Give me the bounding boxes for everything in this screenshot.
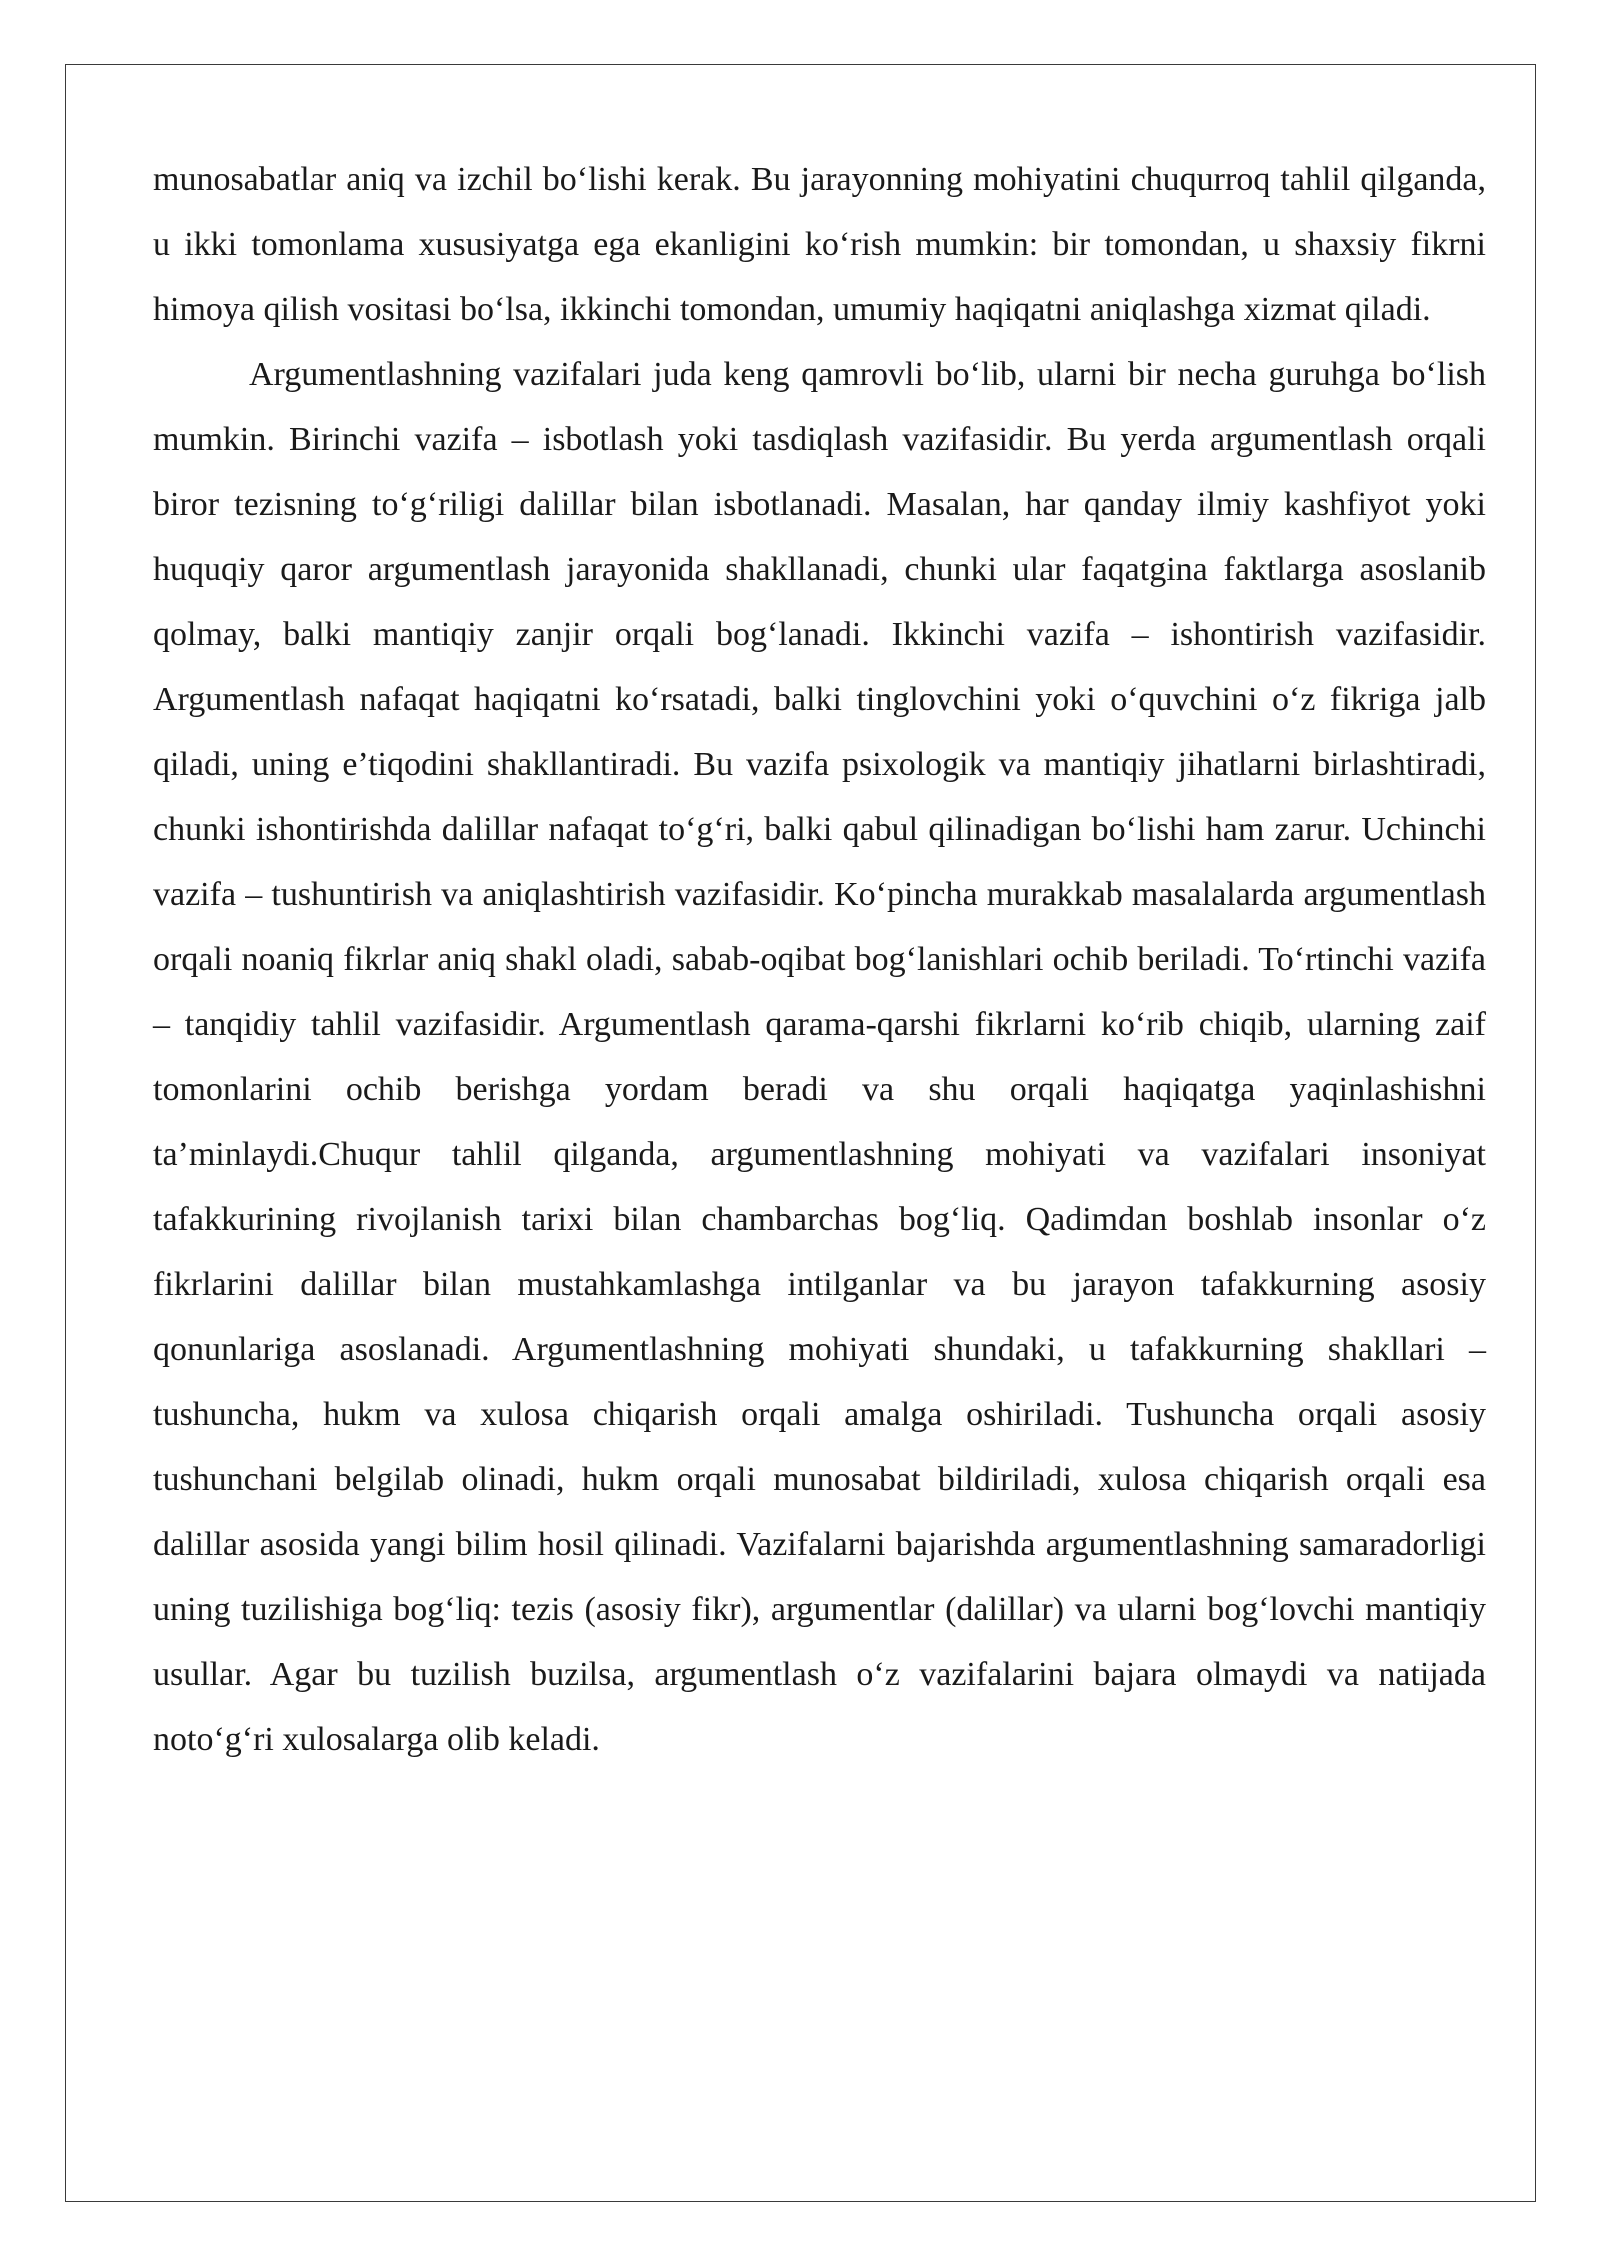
paragraph-argumentation-functions: Argumentlashning vazifalari juda keng qamrovli bo‘lib, ularni bir necha guruhga bo‘lish mumkin. Birinchi vazifa – isbotlash yoki tasdiqlash vazifasidir. Bu yerda argumentlash orqali biror tezisning to‘g‘riligi dalillar bilan isbotlanadi. Masalan, har qanday ilmiy kashfiyot yoki huquqiy qaror argumentlash jarayonida shakllanadi, chunki ular faqatgina faktlarga asoslanib qolmay, balki mantiqiy zanjir orqali bog‘lanadi. Ikkinchi vazifa – ishontirish vazifasidir. Argumentlash nafaqat haqiqatni ko‘rsatadi, balki tinglovchini yoki o‘quvchini o‘z fikriga jalb qiladi, uning e’tiqodini shakllantiradi. Bu vazifa psixologik va mantiqiy jihatlarni birlashtiradi, chunki ishontirishda dalillar nafaqat to‘g‘ri, balki qabul qilinadigan bo‘lishi ham zarur. Uchinchi vazifa – tushuntirish va aniqlashtirish vazifasidir. Ko‘pincha murakkab masalalarda argumentlash orqali noaniq fikrlar aniq shakl oladi, sabab-oqibat bog‘lanishlari ochib beriladi. To‘rtinchi vazifa – tanqidiy tahlil vazifasidir. Argumentlash qarama-qarshi fikrlarni ko‘rib chiqib, ularning zaif tomonlarini ochib berishga yordam beradi va shu orqali haqiqatga yaqinlashishni ta’minlaydi.Chuqur tahlil qilganda, argumentlashning mohiyati va vazifalari insoniyat tafakkurining rivojlanish tarixi bilan chambarchas bog‘liq. Qadimdan boshlab insonlar o‘z fikrlarini dalillar bilan mustahkamlashga intilganlar va bu jarayon tafakkurning asosiy qonunlariga asoslanadi. Argumentlashning mohiyati shundaki, u tafakkurning shakllari – tushuncha, hukm va xulosa chiqarish orqali amalga oshiriladi. Tushuncha orqali asosiy tushunchani belgilab olinadi, hukm orqali munosabat bildiriladi, xulosa chiqarish orqali esa dalillar asosida yangi bilim hosil qilinadi. Vazifalarni bajarishda argumentlashning samaradorligi uning tuzilishiga bog‘liq: tezis (asosiy fikr), argumentlar (dalillar) va ularni bog‘lovchi mantiqiy usullar. Agar bu tuzilish buzilsa, argumentlash o‘z vazifalarini bajara olmaydi va natijada noto‘g‘ri xulosalarga olib keladi. (153, 356, 1486, 1758)
document-body (153, 147, 1486, 1772)
paragraph-continuation: munosabatlar aniq va izchil bo‘lishi kerak. Bu jarayonning mohiyatini chuqurroq tahlil qilganda, u ikki tomonlama xususiyatga ega ekanligini ko‘rish mumkin: bir tomondan, u shaxsiy fikrni himoya qilish vositasi bo‘lsa, ikkinchi tomondan, umumiy haqiqatni aniqlashga xizmat qiladi. (153, 161, 1486, 328)
